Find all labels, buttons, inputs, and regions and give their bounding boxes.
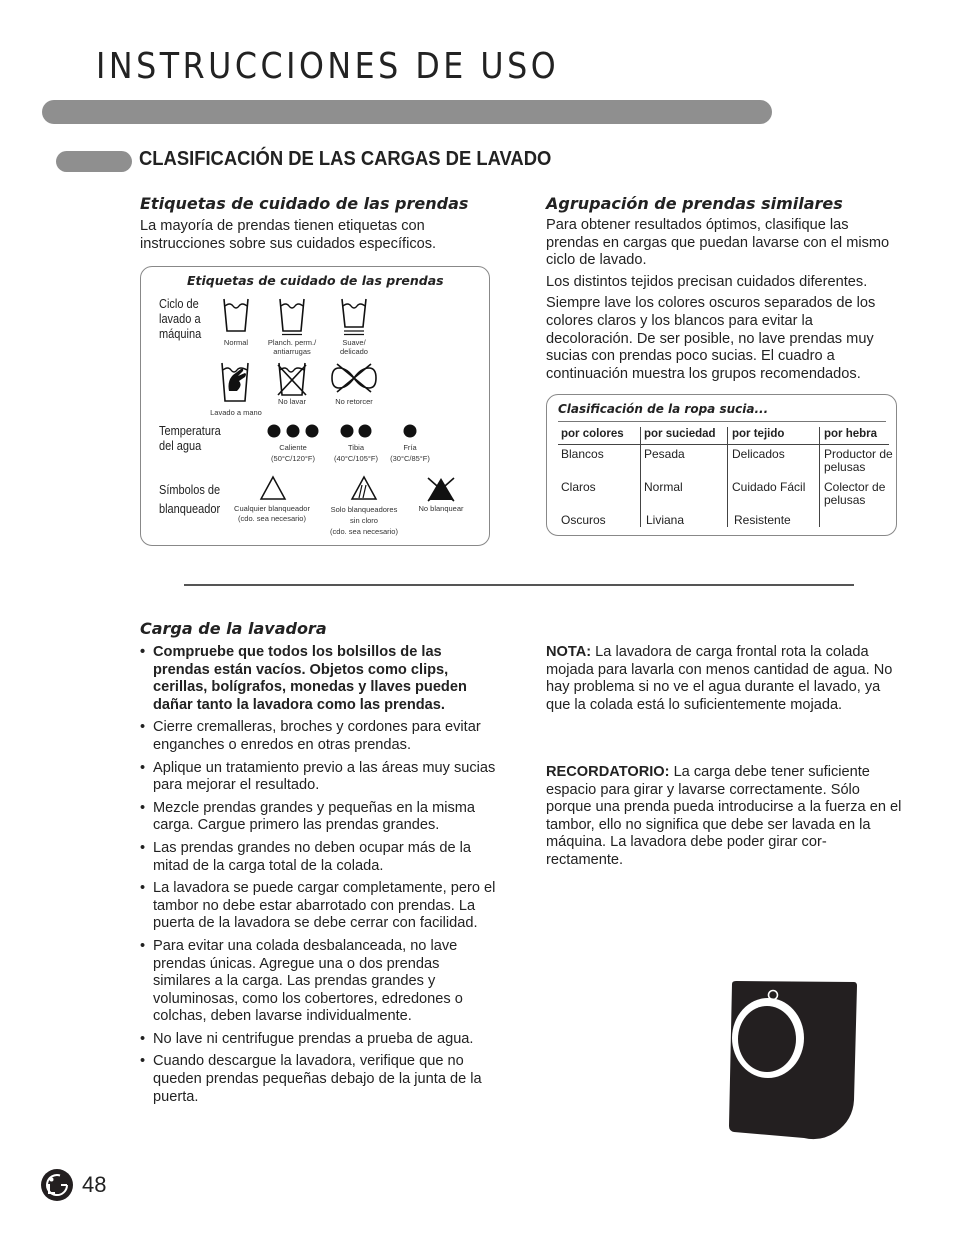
care-box-title: Etiquetas de cuidado de las prendas xyxy=(187,273,444,288)
list-item: • No lave ni centrifugue prendas a prueba de agua. xyxy=(140,1031,496,1049)
bleach-any-note-text: (cdo. sea necesario) xyxy=(238,514,306,523)
list-item: • Aplique un tratamiento previo a las áreas muy sucias para mejorar el resultado. xyxy=(140,760,496,795)
sorting-table-title: Clasificación de la ropa sucia... xyxy=(558,402,769,416)
table-cell: Colector de pelusas xyxy=(824,480,886,507)
col-header-lint: por hebra xyxy=(824,428,878,440)
grouping-paragraph: Los distintos tejidos precisan cuidados diferentes. xyxy=(546,273,868,290)
temp-hot-range-text: (50°C/120°F) xyxy=(271,454,315,463)
hand-wash-text: Lavado a mano xyxy=(210,408,262,417)
col-header-fabric: por tejido xyxy=(732,428,785,440)
bleach-non-chlorine-2-text: sin cloro xyxy=(350,516,378,525)
temp-warm-dots-icon xyxy=(340,424,372,438)
care-labels-heading: Etiquetas de cuidado de las prendas xyxy=(140,194,469,213)
column-divider xyxy=(640,427,641,527)
table-cell: Liviana xyxy=(646,513,685,527)
table-cell: Cuidado Fácil xyxy=(732,480,806,494)
section-divider xyxy=(184,584,854,586)
hand-wash-icon xyxy=(221,361,251,403)
section-heading: CLASIFICACIÓN DE LAS CARGAS DE LAVADO xyxy=(139,148,552,170)
wash-perm-press-label: Planch. perm./ antiarrugas xyxy=(267,338,317,356)
loading-bullet-list xyxy=(140,644,496,1111)
temp-warm-text: Tibia xyxy=(348,443,364,452)
table-cell: Oscuros xyxy=(561,513,606,527)
list-item: • Para evitar una colada desbalanceada, no lave prendas únicas. Agregue una o dos prendas similares a la carga. Las prendas grandes y voluminosas, como los cobertores, edredones o colchas, deben lavarse individualmente. xyxy=(140,938,496,1026)
grouping-paragraph: Siempre lave los colores oscuros separados de los colores claros y los blancos para evitar la decoloración. De ser posible, no lave prendas muy sucias con prendas poco sucias. El cuadro a continuación muestra los grupos recomendados. xyxy=(546,295,876,382)
washer-illustration-icon xyxy=(726,980,858,1142)
list-item: • Mezcle prendas grandes y pequeñas en la misma carga. Cargue primero las prendas grandes. xyxy=(140,800,496,835)
lg-logo-icon xyxy=(40,1168,74,1202)
reminder-paragraph xyxy=(546,764,902,870)
note-text: La lavadora de carga frontal rota la colada mojada para lavarla con menos cantidad de agua. No hay problema si no ve el agua durante el lavado, ya que la colada está lo suficientemente mojada. xyxy=(546,644,893,713)
no-bleach-icon xyxy=(425,475,457,503)
water-temp-label: Temperatura del agua xyxy=(159,424,221,453)
wash-tub-perm-press-icon xyxy=(279,297,305,337)
note-paragraph xyxy=(546,644,902,714)
list-item: • Compruebe que todos los bolsillos de las prendas están vacíos. Objetos como clips, cerillas, bolígrafos, monedas y llaves pueden dañar tanto la lavadora como las prendas. xyxy=(140,644,496,714)
title-bar xyxy=(42,100,772,124)
bleach-non-chlorine-note-text: (cdo. sea necesario) xyxy=(330,527,398,536)
no-wring-icon xyxy=(329,363,379,393)
temp-cold-dot-icon xyxy=(403,424,417,438)
grouping-heading: Agrupación de prendas similares xyxy=(546,194,843,213)
col-header-soil: por suciedad xyxy=(644,428,716,440)
bleach-non-chlorine-icon xyxy=(350,475,378,501)
no-bleach-text: No blanquear xyxy=(418,504,464,513)
wash-tub-normal-icon xyxy=(223,297,249,333)
temp-hot-text: Caliente xyxy=(279,443,307,452)
bleach-any-icon xyxy=(259,475,287,501)
temp-hot-dots-icon xyxy=(267,424,319,438)
column-divider xyxy=(727,427,728,527)
table-cell: Delicados xyxy=(732,447,785,461)
col-header-colors: por colores xyxy=(561,428,624,440)
care-labels-intro: La mayoría de prendas tienen etiquetas con instrucciones sobre sus cuidados específicos. xyxy=(140,218,437,252)
reminder-label: RECORDATORIO: xyxy=(546,764,670,780)
no-wring-text: No retorcer xyxy=(335,397,373,406)
table-cell: Claros xyxy=(561,480,596,494)
no-wash-icon xyxy=(277,361,307,397)
bleach-non-chlorine-text: Solo blanqueadores xyxy=(330,505,398,514)
note-label: NOTA: xyxy=(546,644,592,660)
grouping-paragraph: Para obtener resultados óptimos, clasifique las prendas en cargas que puedan lavarse con el mismo ciclo de lavado. xyxy=(546,217,890,269)
list-item: • Cuando descargue la lavadora, verifique que no queden prendas pequeñas debajo de la junta de la puerta. xyxy=(140,1053,496,1106)
table-cell: Pesada xyxy=(644,447,685,461)
reminder-text: La carga debe tener suficiente espacio para girar y lavarse correctamente. Sólo porque una prenda pueda introducirse a la fuerza en el tambor, ello no significa que debe ser lavada en la máquina. La lavadora debe poder girar cor- rectamente. xyxy=(546,764,902,868)
table-cell: Blancos xyxy=(561,447,604,461)
bleach-any-text: Cualquier blanqueador xyxy=(234,504,310,513)
loading-heading: Carga de la lavadora xyxy=(140,619,327,638)
bleach-label: Símbolos de blanqueador xyxy=(159,483,221,516)
wash-cycle-label: Ciclo de lavado a máquina xyxy=(159,297,202,341)
grouping-text xyxy=(546,217,902,387)
wash-perm-press-text xyxy=(267,339,317,356)
section-pill xyxy=(56,151,132,172)
list-item: • Cierre cremalleras, broches y cordones para evitar enganches o enredos en otras prendas. xyxy=(140,719,496,754)
no-wash-text: No lavar xyxy=(278,397,306,406)
table-cell: Productor de pelusas xyxy=(824,447,893,474)
wash-tub-gentle-icon xyxy=(341,297,367,337)
page-number: 48 xyxy=(82,1172,107,1197)
table-cell: Resistente xyxy=(734,513,791,527)
sorting-table-box xyxy=(546,394,897,536)
table-header-rule xyxy=(558,444,889,445)
wash-gentle-text xyxy=(338,339,370,356)
column-divider xyxy=(819,427,820,527)
wash-gentle-label: Suave/ delicado xyxy=(340,338,368,356)
table-cell: Normal xyxy=(644,480,683,494)
page-title: INSTRUCCIONES DE USO xyxy=(96,46,560,87)
temp-cold-text: Fría xyxy=(403,443,417,452)
list-item: • La lavadora se puede cargar completamente, pero el tambor no debe estar abarrotado con prendas. La puerta de la lavadora se debe cerrar con facilidad. xyxy=(140,880,496,933)
wash-normal-text: Normal xyxy=(223,338,249,347)
temp-warm-range-text: (40°C/105°F) xyxy=(334,454,378,463)
table-title-rule xyxy=(558,421,886,422)
list-item: • Las prendas grandes no deben ocupar más de la mitad de la carga total de la colada. xyxy=(140,840,496,875)
temp-cold-range-text: (30°C/85°F) xyxy=(390,454,430,463)
care-labels-box xyxy=(140,266,490,546)
